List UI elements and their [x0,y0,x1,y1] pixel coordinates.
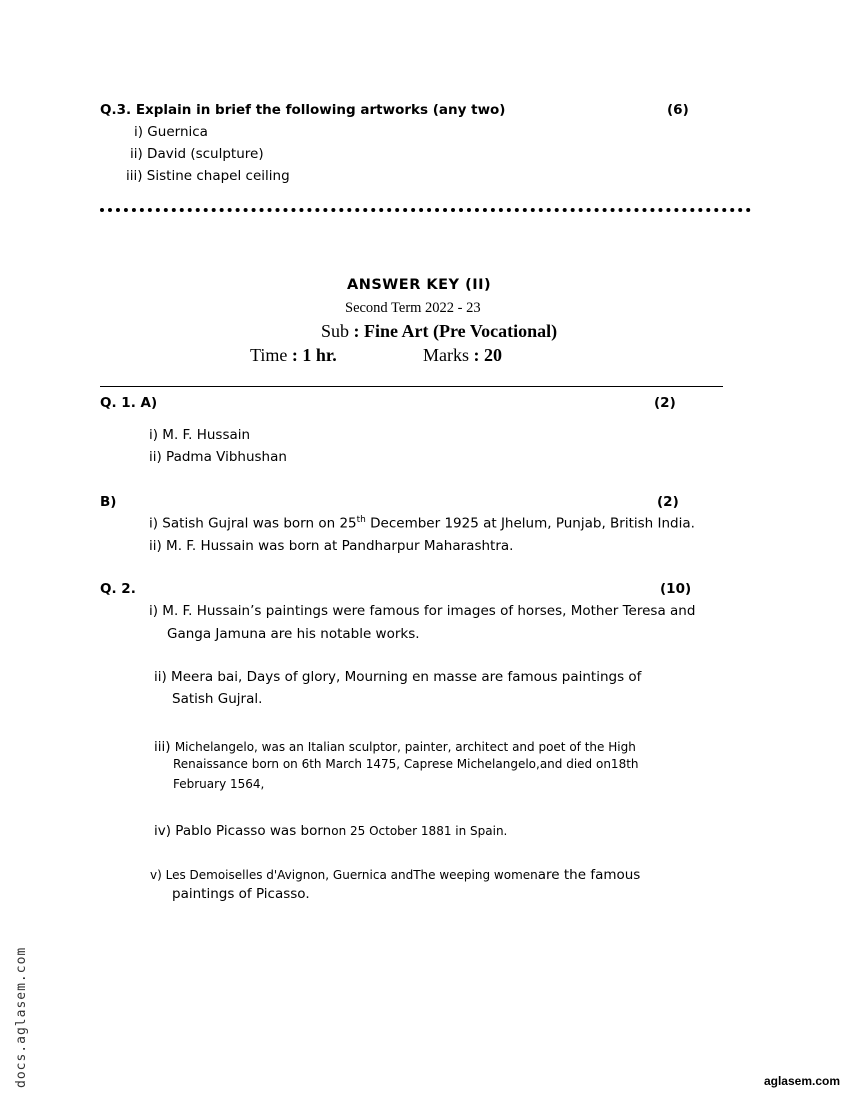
header-rule [100,386,723,387]
q2-i-line-1: i) M. F. Hussain’s paintings were famous for images of horses, Mother Teresa and [149,603,696,619]
q3-marks: (6) [667,102,689,118]
a1-item-1: i) M. F. Hussain [149,427,251,443]
q2-iii-text: Michelangelo, was an Italian sculptor, painter, architect and poet of the High [174,740,636,754]
q2-v-line-2: paintings of Picasso. [172,886,310,902]
subject-line [321,321,557,342]
q2-ii-line-1: ii) Meera bai, Days of glory, Mourning en masse are famous paintings of [154,669,642,685]
subject-label: Sub [321,321,354,341]
answer-key-title: ANSWER KEY (II) [347,277,492,293]
time-line [250,345,337,366]
q3-heading: Q.3. Explain in brief the following artworks (any two) [100,102,506,118]
b-marks: (2) [657,494,679,510]
subject-value: : Fine Art (Pre Vocational) [353,321,558,341]
marks-line [423,345,502,366]
q2-v-text: v) Les Demoiselles d'Avignon, Guernica andThe weeping women [150,868,538,882]
q2-iv-text: iv) Pablo Picasso was born [154,823,332,839]
time-value: : 1 hr. [291,345,337,365]
b-item-1 [149,515,695,532]
b-item-1-text: i) Satish Gujral was born on 25 [149,515,357,532]
a1-marks: (2) [654,395,676,411]
q2-i-line-2: Ganga Jamuna are his notable works. [167,626,420,642]
q2-v-line-1 [150,864,640,883]
q2-v-text-end: are the famous [537,867,641,883]
q2-ii-line-2: Satish Gujral. [172,691,263,707]
b-heading: B) [100,494,117,510]
q3-item-1: i) Guernica [134,124,208,140]
side-watermark: docs.aglasem.com [14,946,29,1088]
q2-iii-line-2: Renaissance born on 6th March 1475, Caprese Michelangelo,and died on18th [173,757,639,771]
q2-iv-text-end: on 25 October 1881 in Spain. [331,824,508,838]
q2-iii-label: iii) [154,739,175,755]
marks-label: Marks [423,345,474,365]
b-item-2: ii) M. F. Hussain was born at Pandharpur Maharashtra. [149,538,514,554]
q2-iii-line-3: February 1564, [173,777,265,791]
term-line: Second Term 2022 - 23 [345,300,481,316]
footer-site: aglasem.com [763,1074,840,1088]
a1-heading: Q. 1. A) [100,395,158,411]
q2-iii-line-1 [154,736,636,755]
time-label: Time [250,345,292,365]
q2-heading: Q. 2. [100,581,136,597]
b-item-1-sup: th [356,515,366,525]
a1-item-2: ii) Padma Vibhushan [149,449,287,465]
q2-marks: (10) [660,581,692,597]
q2-iv [154,820,507,839]
b-item-1-text-end: December 1925 at Jhelum, Punjab, British India. [365,515,695,532]
dotted-separator [100,208,751,212]
q3-item-3: iii) Sistine chapel ceiling [126,168,290,184]
q3-item-2: ii) David (sculpture) [130,146,264,162]
marks-value: : 20 [473,345,502,365]
